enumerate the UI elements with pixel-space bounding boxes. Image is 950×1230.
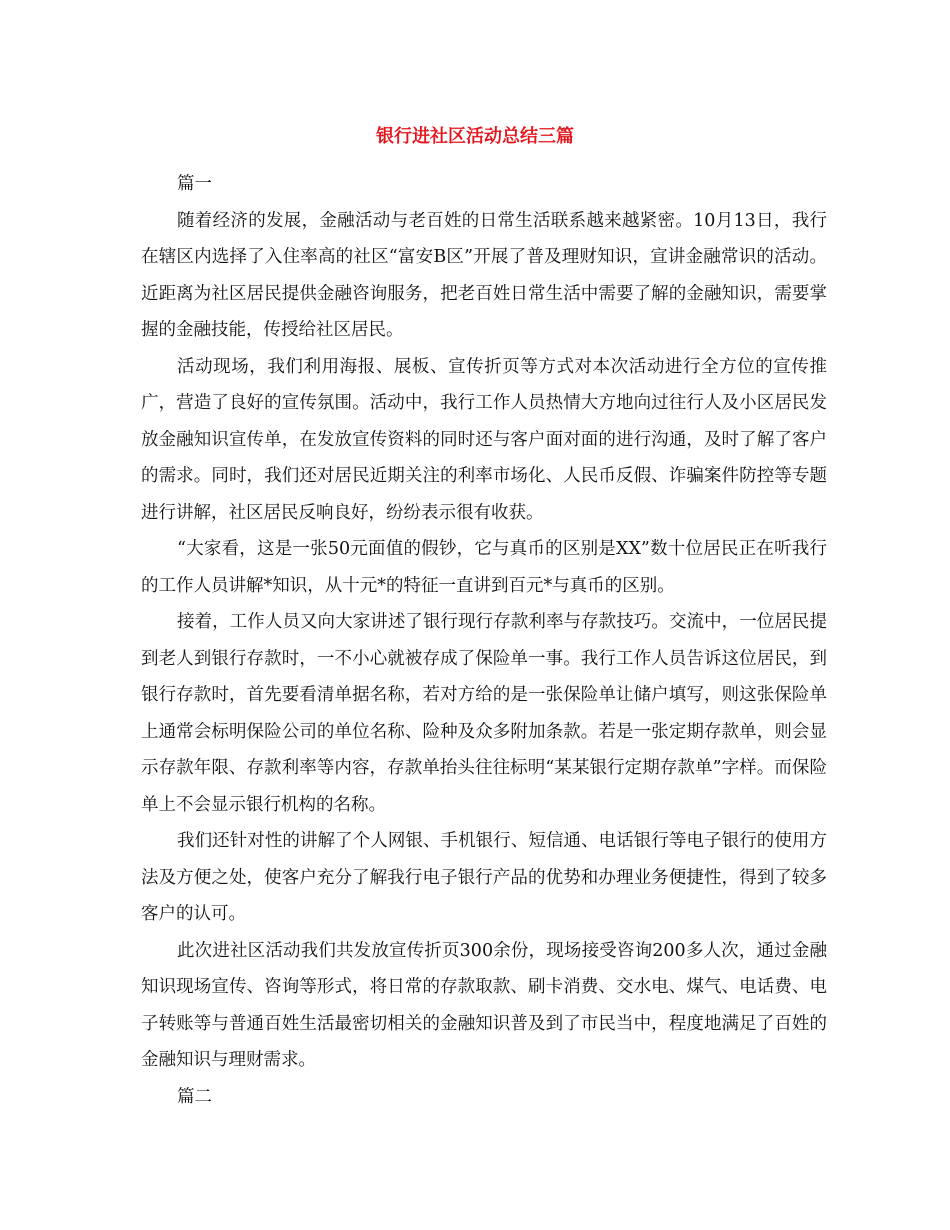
document-title: 银行进社区活动总结三篇	[376, 126, 574, 147]
paragraph: 接着，工作人员又向大家讲述了银行现行存款利率与存款技巧。交流中，一位居民提到老人到银行存款时，一不小心就被存成了保险单一事。我行工作人员告诉这位居民，到银行存款时，首先要看清单据名称，若对方给的是一张保险单让储户填写，则这张保险单上通常会标明保险公司的单位名称、险种及众多附加条款。若是一张定期存款单，则会显示存款年限、存款利率等内容，存款单抬头往往标明“某某银行定期存款单”字样。而保险单上不会显示银行机构的名称。	[141, 612, 827, 815]
paragraph: 活动现场，我们利用海报、展板、宣传折页等方式对本次活动进行全方位的宣传推广，营造了良好的宣传氛围。活动中，我行工作人员热情大方地向过往行人及小区居民发放金融知识宣传单，在发放宣传资料的同时还与客户面对面的进行沟通，及时了解了客户的需求。同时，我们还对居民近期关注的利率市场化、人民币反假、诈骗案件防控等专题进行讲解，社区居民反响良好，纷纷表示很有收获。	[141, 356, 827, 523]
paragraph: 我们还针对性的讲解了个人网银、手机银行、短信通、电话银行等电子银行的使用方法及方便之处，使客户充分了解我行电子银行产品的优势和办理业务便捷性，得到了较多客户的认可。	[141, 831, 827, 924]
document-body	[141, 166, 827, 1115]
paragraph: 随着经济的发展，金融活动与老百姓的日常生活联系越来越紧密。10月13日，我行在辖区内选择了入住率高的社区“富安B区”开展了普及理财知识，宣讲金融常识的活动。近距离为社区居民提供金融咨询服务，把老百姓日常生活中需要了解的金融知识，需要掌握的金融技能，传授给社区居民。	[141, 210, 827, 340]
section-heading-two: 篇二	[177, 1086, 212, 1107]
paragraph: 此次进社区活动我们共发放宣传折页300余份，现场接受咨询200多人次，通过金融知识现场宣传、咨询等形式，将日常的存款取款、刷卡消费、交水电、煤气、电话费、电子转账等与普通百姓生活最密切相关的金融知识普及到了市民当中，程度地满足了百姓的金融知识与理财需求。	[141, 940, 827, 1070]
paragraph: “大家看，这是一张50元面值的假钞，它与真币的区别是XX”数十位居民正在听我行的工作人员讲解*知识，从十元*的特征一直讲到百元*与真币的区别。	[141, 539, 827, 596]
section-heading-one: 篇一	[177, 174, 212, 194]
